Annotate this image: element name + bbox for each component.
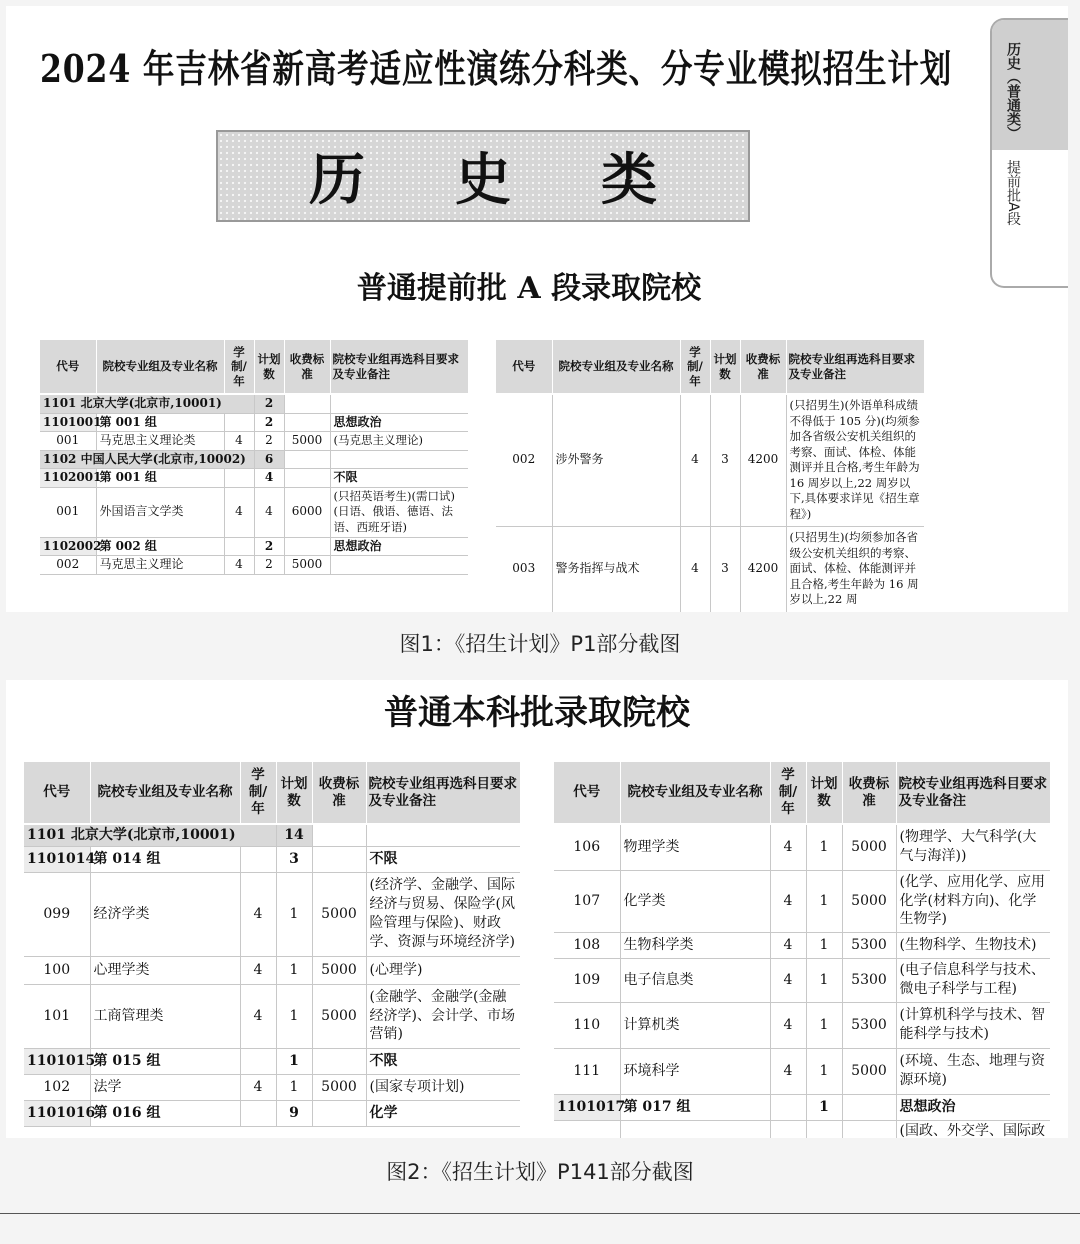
column-header: 学制/年 <box>240 762 276 824</box>
empty-cell <box>224 413 254 432</box>
tuition-fee: 5000 <box>312 872 366 956</box>
major-name: 涉外警务 <box>552 394 680 526</box>
group-name: 第 016 组 <box>90 1100 240 1126</box>
subject-requirement: 化学 <box>366 1100 520 1126</box>
study-years: 4 <box>770 932 806 958</box>
admission-table-right <box>496 340 924 612</box>
tuition-fee: 5000 <box>312 1074 366 1100</box>
plan-count: 1 <box>276 1048 312 1074</box>
group-row <box>24 1100 520 1126</box>
major-name: 工商管理类 <box>90 984 240 1048</box>
column-header: 学制/年 <box>770 762 806 824</box>
group-code: 1101014 <box>24 846 90 872</box>
column-header: 收费标准 <box>740 340 786 394</box>
section-title-early-batch: 普通提前批 A 段录取院校 <box>356 271 702 306</box>
group-row <box>24 1048 520 1074</box>
major-name: 心理学类 <box>90 956 240 984</box>
tuition-fee: 6000 <box>284 487 330 537</box>
major-name: 化学类 <box>620 870 770 932</box>
major-note: (金融学、金融学(金融经济学)、会计学、市场营销) <box>366 984 520 1048</box>
major-note: (环境、生态、地理与资源环境) <box>896 1048 1050 1094</box>
side-tab <box>990 18 1068 288</box>
bottom-divider <box>0 1213 1080 1214</box>
column-header: 代号 <box>40 340 96 394</box>
major-code: 111 <box>554 1048 620 1094</box>
column-header: 院校专业组再选科目要求及专业备注 <box>896 762 1050 824</box>
major-note <box>330 556 468 575</box>
group-code: 1102002 <box>40 537 96 556</box>
section-title-regular-batch: 普通本科批录取院校 <box>384 693 690 733</box>
column-header: 院校专业组再选科目要求及专业备注 <box>786 340 924 394</box>
major-code: 102 <box>24 1074 90 1100</box>
group-name: 第 014 组 <box>90 846 240 872</box>
major-code: 101 <box>24 984 90 1048</box>
major-row <box>554 1048 1050 1094</box>
group-code: 1101016 <box>24 1100 90 1126</box>
group-row <box>554 1094 1050 1120</box>
plan-count: 1 <box>276 1074 312 1100</box>
university-row <box>40 394 468 413</box>
major-row <box>554 932 1050 958</box>
study-years: 4 <box>240 1074 276 1100</box>
group-name: 第 002 组 <box>96 537 224 556</box>
group-name: 第 001 组 <box>96 469 224 488</box>
tuition-fee: 5000 <box>842 824 896 870</box>
university-name: 1101 北京大学(北京市,10001) <box>24 824 276 846</box>
column-header: 院校专业组再选科目要求及专业备注 <box>330 340 468 394</box>
university-name: 1101 北京大学(北京市,10001) <box>40 394 254 413</box>
plan-count: 1 <box>806 1094 842 1120</box>
study-years: 4 <box>224 487 254 537</box>
column-header: 院校专业组及专业名称 <box>90 762 240 824</box>
column-header: 收费标准 <box>312 762 366 824</box>
university-name: 1102 中国人民大学(北京市,10002) <box>40 450 254 469</box>
tuition-fee: 5300 <box>842 958 896 1002</box>
empty-cell <box>240 846 276 872</box>
plan-count: 1 <box>276 872 312 956</box>
group-code: 1101001 <box>40 413 96 432</box>
university-row <box>24 824 520 846</box>
column-header: 学制/年 <box>680 340 710 394</box>
major-note: (国政、外交学、国际政 <box>896 1120 1050 1138</box>
empty-cell <box>240 1100 276 1126</box>
plan-count: 1 <box>806 958 842 1002</box>
admission-table-left <box>24 762 520 1127</box>
empty-cell <box>284 413 330 432</box>
study-years: 4 <box>224 556 254 575</box>
caption-figure-1: 图1：《招生计划》P1部分截图 <box>399 632 681 656</box>
tuition-fee: 5000 <box>312 984 366 1048</box>
admission-table-right <box>554 762 1050 1138</box>
admission-table-left <box>40 340 468 575</box>
plan-count: 4 <box>254 469 284 488</box>
header-row <box>554 762 1050 824</box>
major-note: (只招英语考生)(需口试)(日语、俄语、德语、法语、西班牙语) <box>330 487 468 537</box>
major-name: 经济学类 <box>90 872 240 956</box>
major-name: 物理学类 <box>620 824 770 870</box>
major-row <box>40 487 468 537</box>
plan-count: 1 <box>806 870 842 932</box>
major-code: 001 <box>40 432 96 451</box>
plan-count: 3 <box>710 394 740 526</box>
study-years: 4 <box>224 432 254 451</box>
empty-cell <box>842 1094 896 1120</box>
study-years <box>770 1120 806 1138</box>
column-header: 收费标准 <box>284 340 330 394</box>
major-code: 106 <box>554 824 620 870</box>
plan-count: 1 <box>806 1002 842 1048</box>
plan-count: 1 <box>276 956 312 984</box>
plan-page-1-screenshot <box>6 6 1068 612</box>
major-note: (化学、应用化学、应用化学(材料方向)、化学生物学) <box>896 870 1050 932</box>
table-header <box>496 340 924 394</box>
subject-requirement: 不限 <box>366 1048 520 1074</box>
major-row <box>40 556 468 575</box>
plan-count: 14 <box>276 824 312 846</box>
major-code <box>554 1120 620 1138</box>
empty-cell <box>224 537 254 556</box>
study-years: 4 <box>770 1048 806 1094</box>
major-row <box>24 956 520 984</box>
major-code: 099 <box>24 872 90 956</box>
header-row <box>40 340 468 394</box>
major-name: 警务指挥与战术 <box>552 526 680 612</box>
column-header: 代号 <box>24 762 90 824</box>
group-row <box>24 846 520 872</box>
major-code: 107 <box>554 870 620 932</box>
major-name: 法学 <box>90 1074 240 1100</box>
column-header: 院校专业组及专业名称 <box>620 762 770 824</box>
group-row <box>40 469 468 488</box>
empty-cell <box>240 1048 276 1074</box>
column-header: 学制/年 <box>224 340 254 394</box>
plan-count: 9 <box>276 1100 312 1126</box>
group-code: 1102001 <box>40 469 96 488</box>
study-years: 4 <box>240 984 276 1048</box>
plan-count: 2 <box>254 432 284 451</box>
major-code: 002 <box>40 556 96 575</box>
group-row <box>40 537 468 556</box>
empty-cell <box>224 469 254 488</box>
plan-count: 2 <box>254 394 284 413</box>
major-row <box>24 984 520 1048</box>
table-header <box>40 340 468 394</box>
column-header: 计划数 <box>710 340 740 394</box>
major-name: 电子信息类 <box>620 958 770 1002</box>
header-row <box>496 340 924 394</box>
empty-cell <box>366 824 520 846</box>
major-code: 110 <box>554 1002 620 1048</box>
major-row <box>24 872 520 956</box>
study-years: 4 <box>240 956 276 984</box>
subject-requirement: 思想政治 <box>896 1094 1050 1120</box>
column-header: 院校专业组及专业名称 <box>552 340 680 394</box>
major-row <box>554 958 1050 1002</box>
group-name: 第 001 组 <box>96 413 224 432</box>
group-name: 第 015 组 <box>90 1048 240 1074</box>
tuition-fee: 4200 <box>740 394 786 526</box>
tuition-fee <box>842 1120 896 1138</box>
group-code: 1101015 <box>24 1048 90 1074</box>
category-banner <box>216 130 750 222</box>
side-tab-category: 历史（普通类） <box>1005 42 1021 140</box>
study-years: 4 <box>770 958 806 1002</box>
column-header: 代号 <box>496 340 552 394</box>
empty-cell <box>312 1100 366 1126</box>
study-years: 4 <box>680 394 710 526</box>
major-row <box>496 394 924 526</box>
main-title: 2024 年吉林省新高考适应性演练分科类、分专业模拟招生计划 <box>40 46 953 91</box>
subject-requirement: 思想政治 <box>330 537 468 556</box>
column-header: 代号 <box>554 762 620 824</box>
major-note: (只招男生)(均须参加各省级公安机关组织的考察、面试、体检、体能测评并且合格,考生年龄为 16 周岁以上,22 周 <box>786 526 924 612</box>
empty-cell <box>284 469 330 488</box>
tuition-fee: 5300 <box>842 1002 896 1048</box>
subject-requirement: 不限 <box>366 846 520 872</box>
major-name: 环境科学 <box>620 1048 770 1094</box>
major-row <box>554 1120 1050 1138</box>
major-name: 马克思主义理论 <box>96 556 224 575</box>
major-name: 外国语言文学类 <box>96 487 224 537</box>
empty-cell <box>312 824 366 846</box>
study-years: 4 <box>770 870 806 932</box>
major-code: 108 <box>554 932 620 958</box>
plan-count: 3 <box>276 846 312 872</box>
study-years: 4 <box>770 824 806 870</box>
major-code: 109 <box>554 958 620 1002</box>
empty-cell <box>330 450 468 469</box>
header-row <box>24 762 520 824</box>
caption-figure-2: 图2：《招生计划》P141部分截图 <box>386 1160 694 1184</box>
major-row <box>496 526 924 612</box>
group-row <box>40 413 468 432</box>
side-tab-batch: 提前批A段 <box>1005 160 1021 226</box>
major-code: 100 <box>24 956 90 984</box>
side-tab-shade <box>992 20 1068 150</box>
plan-count: 2 <box>254 413 284 432</box>
major-note: (生物科学、生物技术) <box>896 932 1050 958</box>
major-code: 001 <box>40 487 96 537</box>
study-years: 4 <box>680 526 710 612</box>
column-header: 计划数 <box>276 762 312 824</box>
tuition-fee: 5000 <box>284 432 330 451</box>
plan-count <box>806 1120 842 1138</box>
empty-cell <box>330 394 468 413</box>
empty-cell <box>284 537 330 556</box>
plan-count: 3 <box>710 526 740 612</box>
subject-requirement: 思想政治 <box>330 413 468 432</box>
plan-count: 4 <box>254 487 284 537</box>
plan-page-141-screenshot <box>6 680 1068 1138</box>
group-name: 第 017 组 <box>620 1094 770 1120</box>
column-header: 计划数 <box>254 340 284 394</box>
table-header <box>24 762 520 824</box>
major-note: (电子信息科学与技术、微电子科学与工程) <box>896 958 1050 1002</box>
empty-cell <box>284 394 330 413</box>
major-note: (马克思主义理论) <box>330 432 468 451</box>
tuition-fee: 4200 <box>740 526 786 612</box>
major-name <box>620 1120 770 1138</box>
major-row <box>554 1002 1050 1048</box>
major-note: (只招男生)(外语单科成绩不得低于 105 分)(均须参加各省级公安机关组织的考察、面试、体检、体能测评并且合格,考生年龄为 16 周岁以上,22 周岁以下,具体要求详见《招生章程》) <box>786 394 924 526</box>
empty-cell <box>312 1048 366 1074</box>
plan-count: 1 <box>806 824 842 870</box>
plan-count: 1 <box>806 932 842 958</box>
major-row <box>554 870 1050 932</box>
major-note: (计算机科学与技术、智能科学与技术) <box>896 1002 1050 1048</box>
major-row <box>554 824 1050 870</box>
tuition-fee: 5000 <box>284 556 330 575</box>
major-code: 003 <box>496 526 552 612</box>
subject-requirement: 不限 <box>330 469 468 488</box>
empty-cell <box>312 846 366 872</box>
column-header: 院校专业组及专业名称 <box>96 340 224 394</box>
study-years: 4 <box>770 1002 806 1048</box>
major-note: (心理学) <box>366 956 520 984</box>
empty-cell <box>284 450 330 469</box>
study-years: 4 <box>240 872 276 956</box>
tuition-fee: 5300 <box>842 932 896 958</box>
empty-cell <box>770 1094 806 1120</box>
column-header: 收费标准 <box>842 762 896 824</box>
plan-count: 1 <box>806 1048 842 1094</box>
major-row <box>40 432 468 451</box>
category-label: 历史类 <box>309 147 747 213</box>
major-note: (国家专项计划) <box>366 1074 520 1100</box>
group-code: 1101017 <box>554 1094 620 1120</box>
major-name: 生物科学类 <box>620 932 770 958</box>
plan-count: 1 <box>276 984 312 1048</box>
major-row <box>24 1074 520 1100</box>
plan-count: 2 <box>254 537 284 556</box>
major-note: (经济学、金融学、国际经济与贸易、保险学(风险管理与保险)、财政学、资源与环境经济学) <box>366 872 520 956</box>
table-header <box>554 762 1050 824</box>
column-header: 计划数 <box>806 762 842 824</box>
tuition-fee: 5000 <box>842 1048 896 1094</box>
major-name: 马克思主义理论类 <box>96 432 224 451</box>
major-note: (物理学、大气科学(大气与海洋)) <box>896 824 1050 870</box>
plan-count: 6 <box>254 450 284 469</box>
tuition-fee: 5000 <box>842 870 896 932</box>
major-code: 002 <box>496 394 552 526</box>
major-name: 计算机类 <box>620 1002 770 1048</box>
tuition-fee: 5000 <box>312 956 366 984</box>
plan-count: 2 <box>254 556 284 575</box>
column-header: 院校专业组再选科目要求及专业备注 <box>366 762 520 824</box>
university-row <box>40 450 468 469</box>
